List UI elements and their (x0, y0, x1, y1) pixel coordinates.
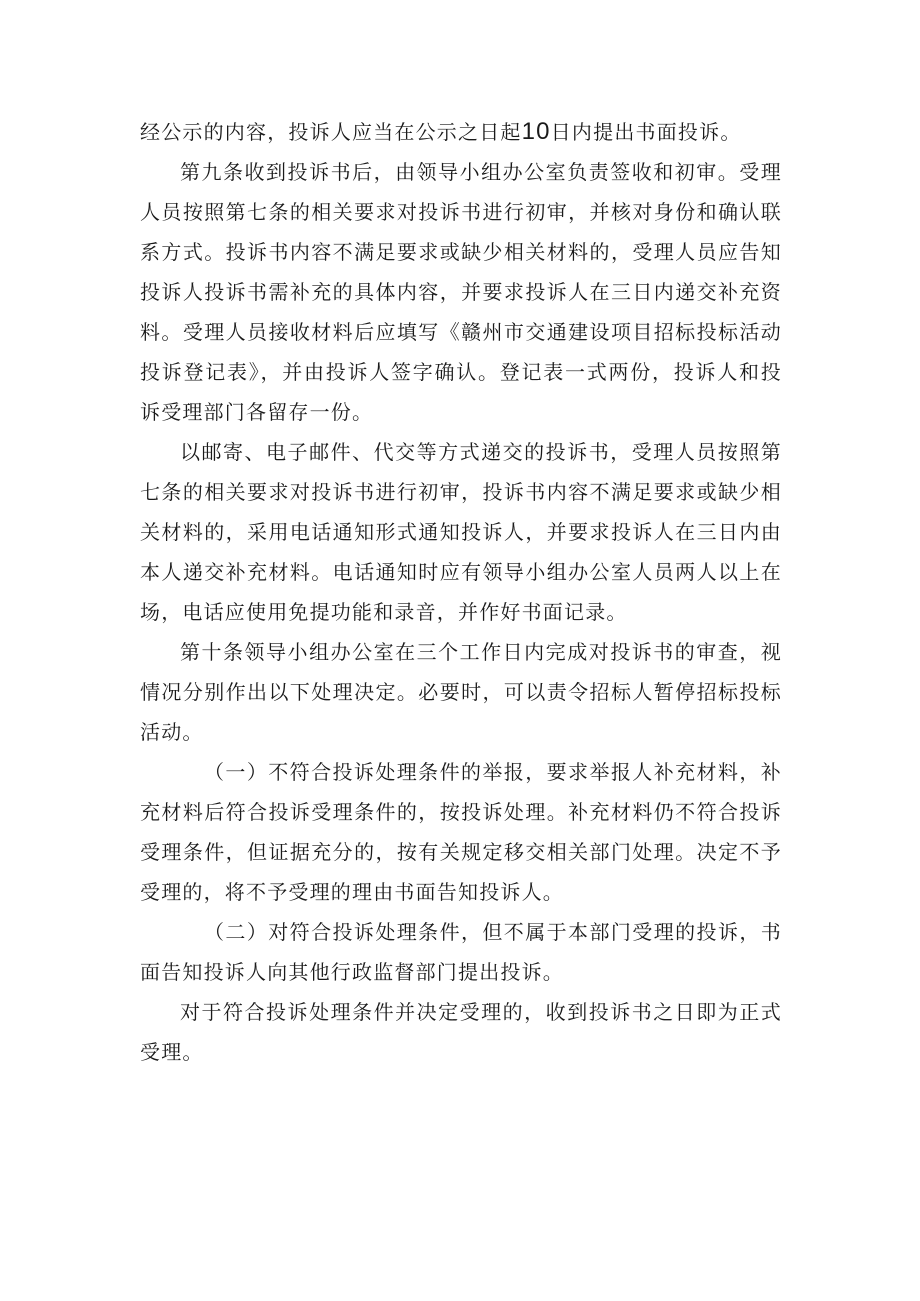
paragraph-item-1: （一）不符合投诉处理条件的举报，要求举报人补充材料，补充材料后符合投诉受理条件的，按投诉处理。补充材料仍不符合投诉受理条件，但证据充分的，按有关规定移交相关部门处理。决定不予受理的，将不予受理的理由书面告知投诉人。 (140, 760, 782, 904)
paragraph-formal-acceptance: 对于符合投诉处理条件并决定受理的，收到投诉书之日即为正式受理。 (140, 1000, 782, 1064)
text-fragment: 经公示的内容，投诉人应当在公示之日起 (140, 120, 522, 144)
paragraph-article-10: 第十条领导小组办公室在三个工作日内完成对投诉书的审查，视情况分别作出以下处理决定。必要时，可以责令招标人暂停招标投标活动。 (140, 640, 782, 744)
text-fragment: 日内提出书面投诉。 (550, 120, 742, 144)
paragraph-item-2: （二）对符合投诉处理条件，但不属于本部门受理的投诉，书面告知投诉人向其他行政监督部门提出投诉。 (140, 920, 782, 984)
paragraph-complaint-deadline (140, 112, 782, 152)
paragraph-mail-submission: 以邮寄、电子邮件、代交等方式递交的投诉书，受理人员按照第七条的相关要求对投诉书进行初审，投诉书内容不满足要求或缺少相关材料的，采用电话通知形式通知投诉人，并要求投诉人在三日内由本人递交补充材料。电话通知时应有领导小组办公室人员两人以上在场，电话应使用免提功能和录音，并作好书面记录。 (140, 440, 782, 624)
document-body (140, 112, 782, 1072)
deadline-days-number: 10 (521, 118, 551, 145)
paragraph-article-9: 第九条收到投诉书后，由领导小组办公室负责签收和初审。受理人员按照第七条的相关要求对投诉书进行初审，并核对身份和确认联系方式。投诉书内容不满足要求或缺少相关材料的，受理人员应告知投诉人投诉书需补充的具体内容，并要求投诉人在三日内递交补充资料。受理人员接收材料后应填写《赣州市交通建设项目招标投标活动投诉登记表》，并由投诉人签字确认。登记表一式两份，投诉人和投诉受理部门各留存一份。 (140, 160, 782, 424)
